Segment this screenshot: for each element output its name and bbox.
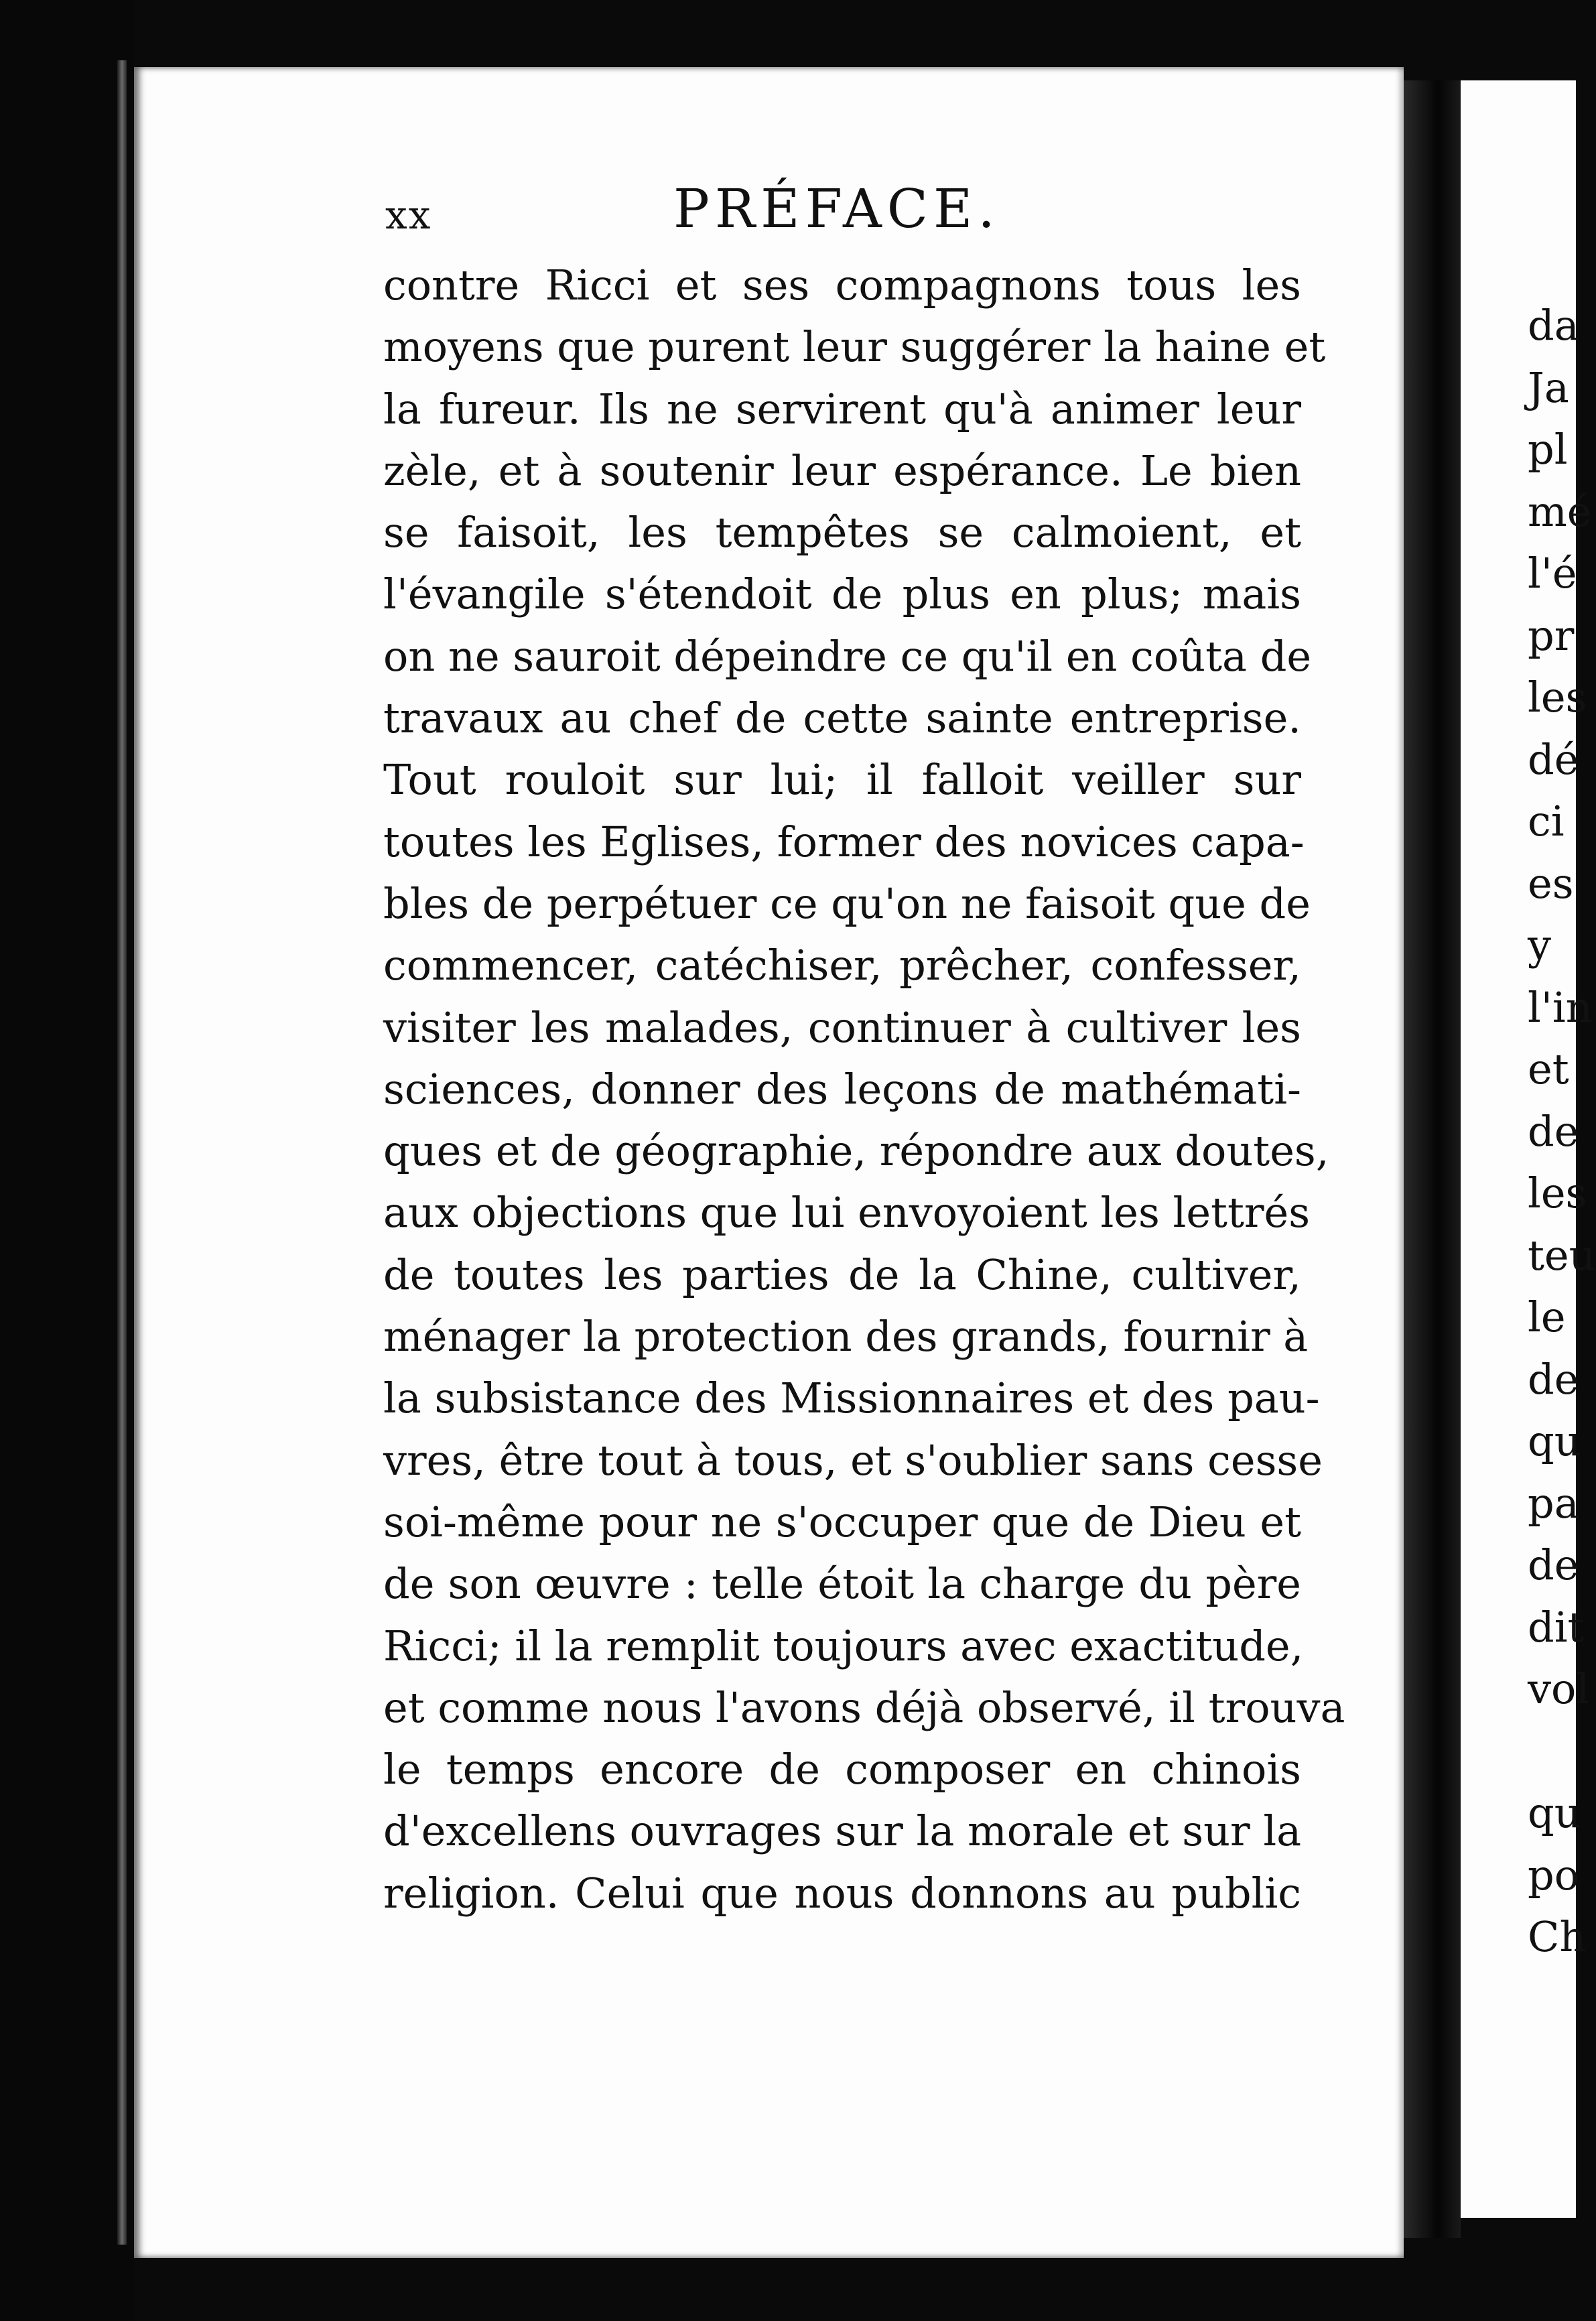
fragment-line: es [1528, 858, 1574, 908]
fragment-line [1528, 1721, 1596, 1783]
text-line: la subsistance des Missionnaires et des pau- [383, 1374, 1320, 1423]
text-line: zèle, et à soutenir leur espérance. Le bien [383, 446, 1301, 495]
text-line: commencer, catéchiser, prêcher, confesser, [383, 941, 1301, 990]
body-text [383, 255, 1345, 1924]
text-line: sciences, donner des leçons de mathémati- [383, 1064, 1301, 1114]
text-line: vres, être tout à tous, et s'oublier sans cesse [383, 1435, 1323, 1485]
fragment-line: qu [1528, 1416, 1581, 1465]
text-line: visiter les malades, continuer à cultiver les [383, 1002, 1301, 1052]
text-line: la fureur. Ils ne servirent qu'à animer leur [383, 384, 1301, 434]
text-line: ques et de géographie, répondre aux doutes, [383, 1126, 1329, 1176]
text-line: se faisoit, les tempêtes se calmoient, et [383, 508, 1301, 557]
fragment-line: qu [1528, 1788, 1581, 1837]
fragment-line: de [1528, 1354, 1579, 1404]
fragment-line: ci [1528, 797, 1565, 846]
running-head [385, 178, 1303, 245]
fragment-line: les [1528, 673, 1587, 722]
binding-margin [0, 0, 134, 2321]
text-line: contre Ricci et ses compagnons tous les [383, 261, 1301, 310]
text-line: travaux au chef de cette sainte entreprise. [383, 693, 1301, 743]
fragment-line: l'in [1528, 982, 1593, 1032]
text-line: d'excellens ouvrages sur la morale et sur la [383, 1806, 1302, 1856]
next-page-edge [1461, 80, 1596, 2218]
text-line: de toutes les parties de la Chine, cultiver, [383, 1250, 1301, 1299]
spine-edge [117, 60, 127, 2245]
fragment-line: dit [1528, 1602, 1585, 1652]
text-line: ménager la protection des grands, fournir à [383, 1312, 1309, 1362]
fragment-line: Ja [1528, 362, 1569, 412]
fragment-line: pa [1528, 1478, 1579, 1528]
fragment-line: l'é [1528, 549, 1577, 598]
fragment-line: et [1528, 1045, 1569, 1093]
fragment-line: teu [1528, 1230, 1596, 1280]
text-line: soi-même pour ne s'occuper que de Dieu et [383, 1497, 1301, 1546]
text-line: Ricci; il la remplit toujours avec exactitude, [383, 1621, 1304, 1670]
fragment-line: po [1528, 1850, 1580, 1900]
fragment-line: dé [1528, 734, 1579, 784]
text-line: religion. Celui que nous donnons au public [383, 1868, 1301, 1918]
fragment-line: les [1528, 1169, 1587, 1217]
fragment-line: le [1528, 1292, 1566, 1341]
text-line: bles de perpétuer ce qu'on ne faisoit que de [383, 878, 1311, 928]
text-line: Tout rouloit sur lui; il falloit veiller sur [383, 755, 1301, 805]
fragment-line: mé [1528, 486, 1592, 536]
text-line: le temps encore de composer en chinois [383, 1745, 1301, 1794]
text-line: moyens que purent leur suggérer la haine et [383, 322, 1326, 372]
text-line: on ne sauroit dépeindre ce qu'il en coûta de [383, 631, 1312, 681]
fragment-line: y [1528, 921, 1552, 970]
text-line: aux objections que lui envoyoient les lettrés [383, 1188, 1311, 1238]
text-line: et comme nous l'avons déjà observé, il trouva [383, 1682, 1345, 1732]
fragment-line: de [1528, 1106, 1579, 1156]
page-gutter [1404, 80, 1461, 2238]
fragment-line: pl [1528, 425, 1568, 474]
page-title: PRÉFACE. [673, 178, 1000, 240]
page-number: xx [385, 192, 432, 238]
text-line: l'évangile s'étendoit de plus en plus; mais [383, 570, 1301, 619]
next-page-fragments [1528, 295, 1596, 1969]
fragment-line: de [1528, 1540, 1579, 1589]
fragment-line: da [1528, 301, 1579, 350]
fragment-line: vol [1528, 1664, 1590, 1713]
text-line: de son œuvre : telle étoit la charge du père [383, 1559, 1301, 1609]
text-line: toutes les Eglises, former des novices capa- [383, 817, 1305, 866]
fragment-line: pr [1528, 610, 1575, 660]
fragment-line: Ch [1528, 1912, 1587, 1961]
